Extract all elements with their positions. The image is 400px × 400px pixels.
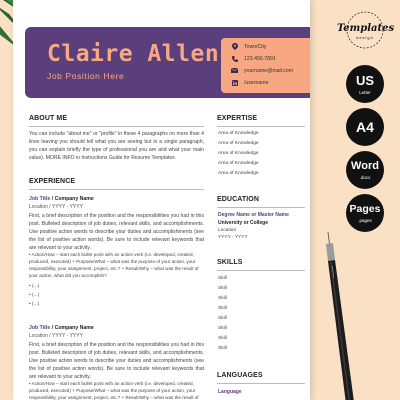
expertise-item: Area of Knowledge — [218, 171, 259, 176]
skill-item: Skill — [218, 326, 227, 331]
education-heading: EDUCATION — [217, 196, 259, 203]
linkedin-text: /username — [244, 79, 269, 86]
skill-item: Skill — [218, 316, 227, 321]
extra-bullet-text: (...) — [32, 284, 40, 289]
contact-location — [231, 43, 266, 50]
skill-item: Skill — [218, 306, 227, 311]
expertise-heading: EXPERTISE — [217, 115, 258, 122]
expertise-item: Area of Knowledge — [218, 161, 259, 166]
extra-bullet-text: (...) — [32, 302, 40, 307]
contact-linkedin — [231, 79, 269, 86]
job-bullet-text: Action/How – start each bullet point with an action verb (i.e. developed, created, produced, executed) + Purpose/What – what was the purpose of your action, your responsibility, your assignment, project, etc.? + Result/Why – what was the result of — [29, 381, 199, 400]
job-bullet-text: Action/How – start each bullet point with an action verb (i.e. developed, created, produced, executed) + Purpose/What – what was the purpose of your action, your responsibility, your assignment, project, etc.? + Result/Why – what was the result of your action, what did you accomplish? — [29, 252, 199, 278]
extra-bullet: • (...) — [29, 302, 40, 307]
resume-page — [13, 0, 310, 400]
expertise-item: Area of Knowledge — [218, 141, 259, 146]
job-description: First, a brief description of the position and the responsibilities you had in this post. Bulleted description of job duties, relevant skills, and accomplishments. Use positive action words to describe your duties and accomplishments (see the list of positive action words). Be sure to include relevant keywords that are relevant to your activity. — [29, 213, 204, 251]
job-title-text: Job Title — [29, 196, 51, 202]
experience-heading: EXPERIENCE — [29, 178, 76, 185]
skill-item: Skill — [218, 276, 227, 281]
contact-box — [221, 38, 310, 93]
badge-title: Pages — [349, 203, 381, 215]
skill-item: Skill — [218, 336, 227, 341]
job-title — [29, 196, 94, 202]
skill-item: Skill — [218, 296, 227, 301]
contact-email — [231, 67, 293, 74]
company-name: / Company Name — [51, 325, 94, 331]
expertise-item: Area of Knowledge — [218, 151, 259, 156]
skill-item: Skill — [218, 346, 227, 351]
badge-title: US — [355, 73, 375, 88]
badge-title: Word — [351, 160, 379, 172]
languages-heading: LANGUAGES — [217, 372, 263, 379]
language-item: Language — [218, 389, 242, 395]
languages-divider — [217, 383, 305, 384]
expertise-divider — [217, 126, 305, 127]
location-pin-icon — [231, 43, 238, 50]
job-bullet: • Action/How – start each bullet point with an action verb (i.e. developed, created, produced, executed) + Purpose/What – what was the purpose of your action, your responsibility, your assignment, project, etc.? + Result/Why – what was the result of your action, what did you accomplish? — [29, 252, 199, 278]
badge-a4 — [346, 108, 384, 146]
company-name: / Company Name — [51, 196, 94, 202]
resume-name: Claire Allen — [47, 41, 220, 67]
job-description: First, a brief description of the position and the responsibilities you had in this post. Bulleted description of job duties, relevant skills, and accomplishments. Use positive action words to describe your duties and accomplishments (see the list of positive action words). Be sure to include relevant keywords that are relevant to your activity. — [29, 342, 204, 380]
extra-bullet: • (...) — [29, 293, 40, 298]
badge-pages — [346, 194, 384, 232]
about-divider — [29, 126, 204, 127]
contact-phone — [231, 55, 276, 62]
pencil-decoration — [320, 230, 365, 400]
skills-divider — [217, 270, 305, 271]
job-title-text: Job Title — [29, 325, 51, 331]
education-location: Location — [218, 228, 237, 233]
about-text: You can include "about me" or "profile" in these 4 paragraphs no more than 4 lines leaving you should tell what you are seeing but in a single paragraph, you can explain briefly the type of professional you are and what your main value). MORE INFO in Instructions Guide for Resume Templates. — [29, 131, 204, 161]
degree-name: Degree Name or Master Name — [218, 212, 289, 218]
logo-text: Templates — [337, 23, 395, 34]
phone-text: 123.456.7891 — [244, 55, 276, 62]
skills-heading: SKILLS — [217, 259, 243, 266]
job-location: Location / YYYY - YYYY — [29, 204, 83, 210]
badge-us-letter — [346, 65, 384, 103]
email-text: yourname@mail.com — [244, 67, 294, 74]
phone-icon — [231, 55, 238, 62]
skill-item: Skill — [218, 286, 227, 291]
experience-divider — [29, 189, 204, 190]
job-position: Job Position Here — [47, 71, 125, 81]
job-title — [29, 325, 94, 331]
location-text: Town/City — [244, 43, 267, 50]
logo-subtext: design — [356, 35, 374, 40]
extra-bullet: • (...) — [29, 284, 40, 289]
badge-subtitle: .pages — [358, 218, 372, 223]
education-years: YYYY - YYYY — [218, 235, 248, 240]
badge-title: A4 — [356, 119, 374, 135]
linkedin-icon — [231, 79, 238, 86]
education-divider — [217, 207, 305, 208]
badge-word — [346, 151, 384, 189]
badge-subtitle: Letter — [359, 90, 371, 95]
extra-bullet-text: (...) — [32, 293, 40, 298]
job-location: Location / YYYY - YYYY — [29, 333, 83, 339]
templates-logo — [337, 10, 393, 50]
email-icon — [231, 67, 238, 74]
badge-subtitle: .docx — [359, 175, 371, 180]
job-bullet: • Action/How – start each bullet point with an action verb (i.e. developed, created, produced, executed) + Purpose/What – what was the purpose of your action, your responsibility, your assignment, project, etc.? + Result/Why – what was the result of — [29, 381, 199, 400]
about-heading: ABOUT ME — [29, 115, 68, 122]
expertise-item: Area of Knowledge — [218, 131, 259, 136]
school-name: University or College — [218, 220, 269, 226]
